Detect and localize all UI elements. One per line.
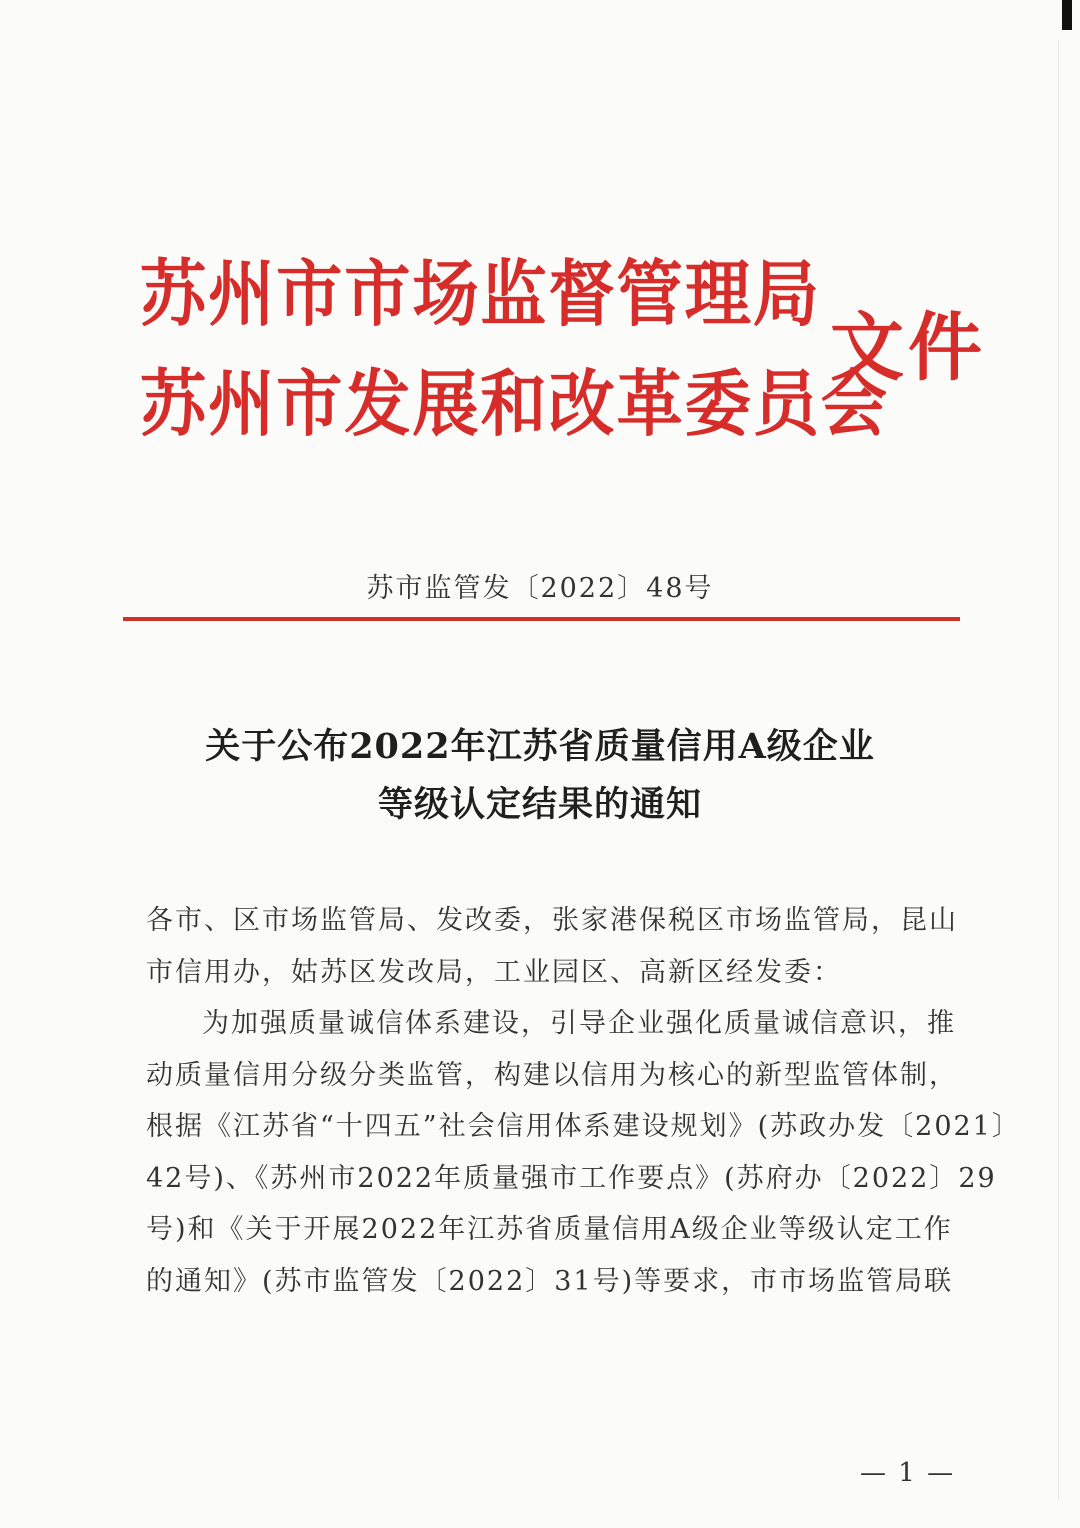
issuer-line-market-supervision: 苏州市市场监督管理局 [140, 251, 821, 336]
document-type-label: 文件 [830, 305, 986, 391]
body-line: 各市、区市场监管局、发改委，张家港保税区市场监管局，昆山 [146, 905, 958, 936]
issuer-line-development-reform: 苏州市发展和改革委员会 [140, 361, 889, 446]
notice-body [146, 895, 1021, 1307]
body-line: 市信用办，姑苏区发改局，工业园区、高新区经发委： [146, 956, 842, 988]
body-line: 动质量信用分级分类监管，构建以信用为核心的新型监管体制， [146, 1059, 958, 1091]
body-line: 号)和《关于开展2022年江苏省质量信用A级企业等级认定工作 [146, 1214, 953, 1245]
scan-fold-line [1058, 40, 1059, 1500]
body-line: 42号)、《苏州市2022年质量强市工作要点》(苏府办〔2022〕29 [146, 1162, 997, 1194]
notice-title [100, 718, 980, 834]
body-line: 根据《江苏省“十四五”社会信用体系建设规划》(苏政办发〔2021〕 [146, 1111, 1021, 1142]
scan-edge-mark [1062, 0, 1072, 30]
page-number: — 1 — [860, 1458, 956, 1488]
body-line: 为加强质量诚信体系建设，引导企业强化质量诚信意识，推 [202, 1008, 956, 1039]
red-divider-rule [123, 617, 960, 621]
body-line: 的通知》(苏市监管发〔2022〕31号)等要求，市市场监管局联 [146, 1265, 954, 1297]
notice-title-line-2: 等级认定结果的通知 [377, 784, 702, 825]
document-number: 苏市监管发〔2022〕48号 [366, 573, 714, 604]
issuer-header [140, 248, 986, 458]
notice-title-line-1: 关于公布2022年江苏省质量信用A级企业 [205, 726, 875, 767]
